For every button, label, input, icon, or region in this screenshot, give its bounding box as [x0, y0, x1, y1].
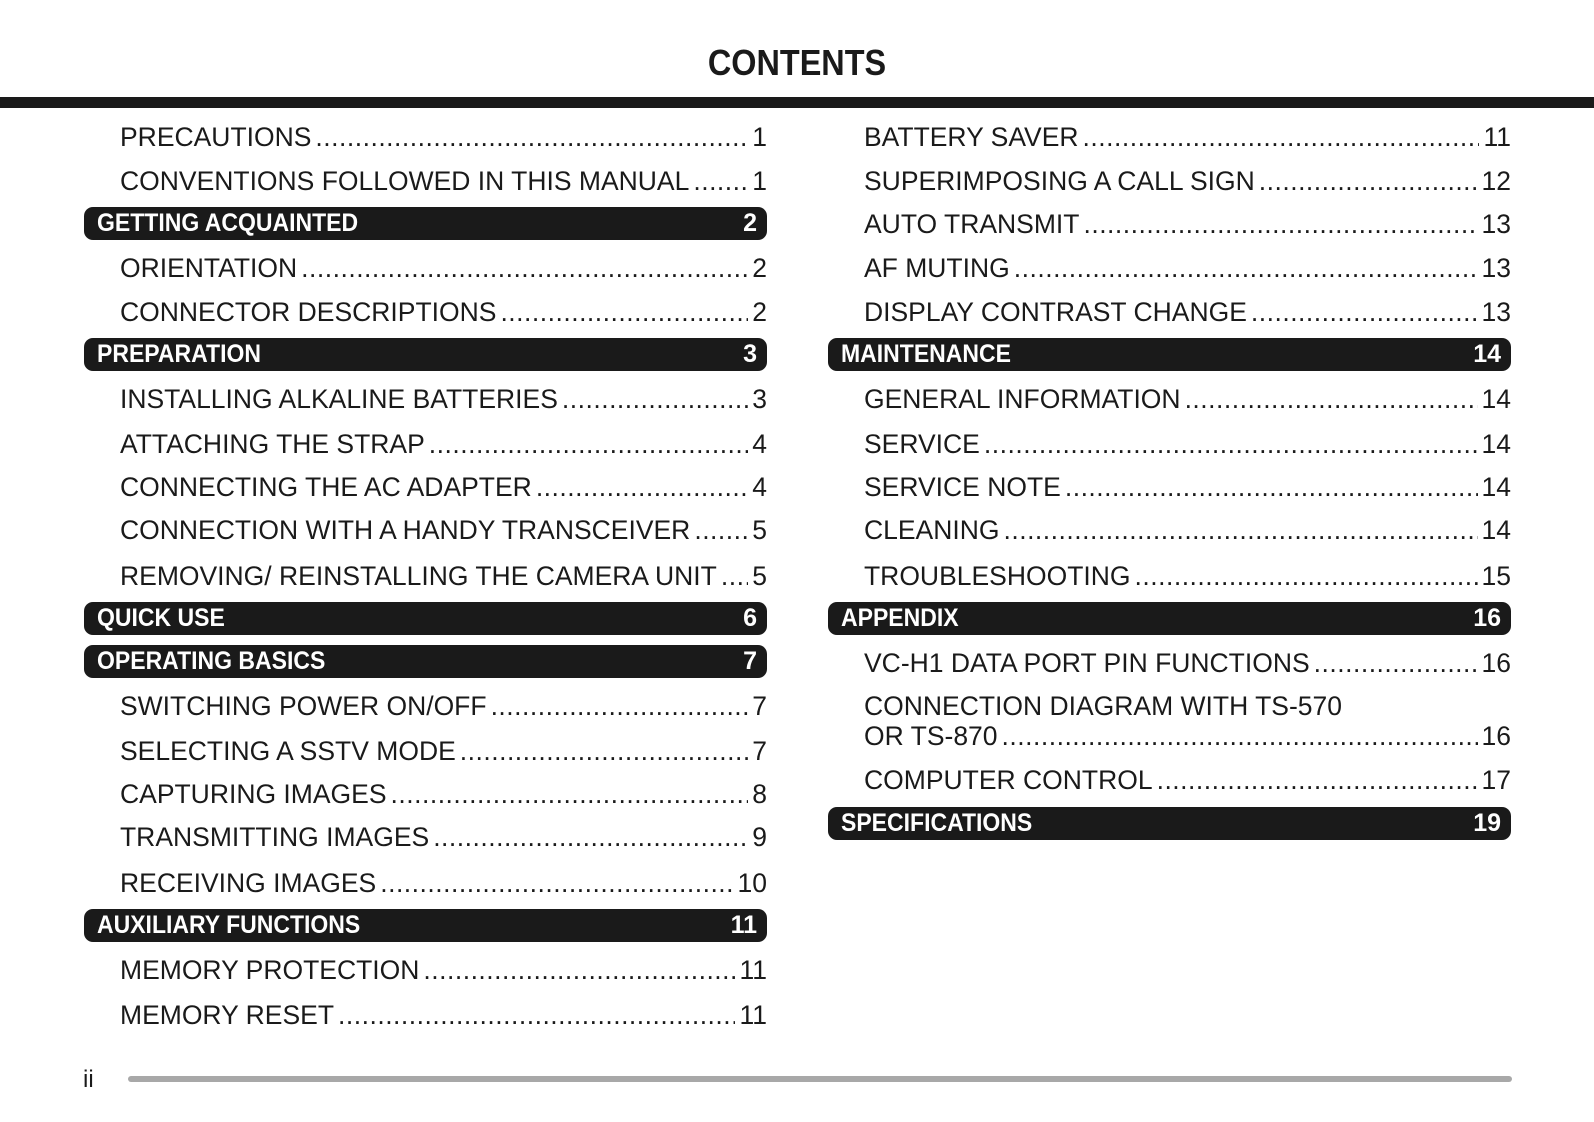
toc-entry-label: SWITCHING POWER ON/OFF: [120, 691, 487, 721]
toc-entry-label: SUPERIMPOSING A CALL SIGN: [864, 166, 1255, 196]
toc-entry[interactable]: [120, 868, 767, 898]
toc-entry-page: 12: [1481, 166, 1511, 196]
toc-dot-leader: [391, 779, 749, 809]
toc-section-label: OPERATING BASICS: [97, 647, 326, 675]
toc-entry[interactable]: [864, 429, 1511, 459]
toc-entry-page: 3: [752, 384, 767, 414]
toc-entry[interactable]: [864, 515, 1511, 545]
toc-entry[interactable]: [120, 691, 767, 721]
toc-dot-leader: [984, 429, 1478, 459]
toc-entry-page: 14: [1481, 429, 1511, 459]
toc-dot-leader: [433, 822, 748, 852]
toc-dot-leader: [562, 384, 748, 414]
toc-dot-leader: [1157, 765, 1478, 795]
toc-entry[interactable]: [120, 822, 767, 852]
toc-entry-label: CONVENTIONS FOLLOWED IN THIS MANUAL: [120, 166, 690, 196]
toc-entry-label: DISPLAY CONTRAST CHANGE: [864, 297, 1247, 327]
toc-section-label: AUXILIARY FUNCTIONS: [97, 911, 361, 939]
toc-entry-label: RECEIVING IMAGES: [120, 868, 377, 898]
toc-entry[interactable]: [120, 253, 767, 283]
toc-entry-page: 10: [737, 868, 767, 898]
toc-entry[interactable]: [864, 166, 1511, 196]
toc-section-label: QUICK USE: [97, 604, 225, 632]
toc-section-label: GETTING ACQUAINTED: [97, 209, 359, 237]
toc-dot-leader: [500, 297, 748, 327]
toc-entry-label: TRANSMITTING IMAGES: [120, 822, 430, 852]
toc-entry-page: 4: [752, 429, 767, 459]
toc-entry-page: 7: [752, 736, 767, 766]
toc-entry-label: CAPTURING IMAGES: [120, 779, 387, 809]
toc-entry[interactable]: [864, 122, 1511, 152]
toc-dot-leader: [429, 429, 748, 459]
toc-entry-label: AF MUTING: [864, 253, 1010, 283]
toc-dot-leader: [1002, 721, 1478, 751]
toc-entry[interactable]: [120, 515, 767, 545]
toc-entry-label: MEMORY RESET: [120, 1000, 335, 1030]
toc-section-header[interactable]: [84, 909, 767, 942]
toc-entry[interactable]: [864, 472, 1511, 502]
toc-dot-leader: [423, 955, 735, 985]
toc-section-header[interactable]: [828, 602, 1511, 635]
toc-section-header[interactable]: [84, 338, 767, 371]
toc-entry-page: 13: [1481, 209, 1511, 239]
toc-section-header[interactable]: [84, 645, 767, 678]
toc-entry-label: CONNECTION DIAGRAM WITH TS-570: [864, 691, 1343, 721]
toc-entry[interactable]: [864, 384, 1511, 414]
toc-entry[interactable]: [120, 472, 767, 502]
toc-entry-label: SERVICE NOTE: [864, 472, 1061, 502]
toc-entry[interactable]: [120, 166, 767, 196]
toc-section-page: 11: [730, 911, 757, 939]
toc-section-header[interactable]: [84, 207, 767, 240]
toc-entry-label: VC-H1 DATA PORT PIN FUNCTIONS: [864, 648, 1310, 678]
toc-dot-leader: [380, 868, 733, 898]
toc-entry[interactable]: [864, 648, 1511, 678]
toc-entry[interactable]: [864, 209, 1511, 239]
toc-entry-label: TROUBLESHOOTING: [864, 561, 1131, 591]
toc-entry[interactable]: [864, 297, 1511, 327]
toc-entry-page: 2: [752, 297, 767, 327]
footer-rule: [128, 1076, 1512, 1082]
toc-dot-leader: [1135, 561, 1478, 591]
toc-entry-page: 11: [1483, 122, 1511, 152]
toc-entry[interactable]: [864, 765, 1511, 795]
toc-entry[interactable]: [864, 561, 1511, 591]
toc-entry-label: SELECTING A SSTV MODE: [120, 736, 456, 766]
toc-section-page: 3: [743, 340, 757, 368]
toc-entry-label: INSTALLING ALKALINE BATTERIES: [120, 384, 558, 414]
toc-dot-leader: [536, 472, 748, 502]
toc-entry-page: 2: [752, 253, 767, 283]
toc-entry-label: AUTO TRANSMIT: [864, 209, 1080, 239]
toc-dot-leader: [1083, 209, 1477, 239]
toc-entry-page: 7: [752, 691, 767, 721]
toc-dot-leader: [315, 122, 748, 152]
toc-dot-leader: [491, 691, 749, 721]
toc-entry-label: GENERAL INFORMATION: [864, 384, 1181, 414]
toc-entry-label: MEMORY PROTECTION: [120, 955, 420, 985]
toc-dot-leader: [1014, 253, 1478, 283]
toc-entry[interactable]: [120, 955, 767, 985]
toc-section-label: PREPARATION: [97, 340, 261, 368]
toc-entry-label: SERVICE: [864, 429, 980, 459]
toc-section-label: MAINTENANCE: [841, 340, 1011, 368]
toc-entry-page: 16: [1481, 648, 1511, 678]
toc-dot-leader: [1185, 384, 1478, 414]
toc-entry[interactable]: [120, 1000, 767, 1030]
toc-entry[interactable]: [120, 297, 767, 327]
toc-section-page: 7: [743, 647, 757, 675]
toc-entry-page: 13: [1481, 297, 1511, 327]
toc-section-header[interactable]: [828, 807, 1511, 840]
toc-entry-label: PRECAUTIONS: [120, 122, 312, 152]
toc-section-page: 14: [1473, 340, 1501, 368]
toc-entry-page: 5: [752, 561, 767, 591]
toc-entry-page: 13: [1481, 253, 1511, 283]
toc-section-page: 6: [743, 604, 757, 632]
toc-entry-label: ATTACHING THE STRAP: [120, 429, 425, 459]
toc-dot-leader: [1065, 472, 1478, 502]
toc-dot-leader: [693, 166, 748, 196]
toc-dot-leader: [721, 561, 748, 591]
toc-entry-label: REMOVING/ REINSTALLING THE CAMERA UNIT: [120, 561, 717, 591]
page-number: ii: [83, 1066, 94, 1093]
toc-entry[interactable]: [864, 691, 1511, 751]
toc-entry-label-continued: OR TS-870: [864, 721, 998, 751]
toc-entry-page: 11: [739, 1000, 767, 1030]
toc-entry-page: 8: [752, 779, 767, 809]
toc-entry-label: CONNECTION WITH A HANDY TRANSCEIVER: [120, 515, 691, 545]
toc-entry[interactable]: [864, 253, 1511, 283]
toc-entry-page: 14: [1481, 472, 1511, 502]
toc-dot-leader: [1083, 122, 1480, 152]
toc-entry-page: 1: [752, 122, 767, 152]
toc-entry[interactable]: [120, 561, 767, 591]
toc-dot-leader: [301, 253, 748, 283]
toc-entry[interactable]: [120, 429, 767, 459]
toc-entry-page: 14: [1481, 515, 1511, 545]
toc-entry-page: 4: [752, 472, 767, 502]
title-rule: [0, 97, 1594, 108]
toc-dot-leader: [1259, 166, 1478, 196]
toc-entry-label: ORIENTATION: [120, 253, 298, 283]
toc-dot-leader: [338, 1000, 735, 1030]
toc-entry-label: COMPUTER CONTROL: [864, 765, 1153, 795]
toc-entry-page: 16: [1481, 721, 1511, 751]
toc-section-header[interactable]: [828, 338, 1511, 371]
toc-dot-leader: [1003, 515, 1477, 545]
toc-entry-label: CONNECTING THE AC ADAPTER: [120, 472, 532, 502]
toc-entry-page: 11: [739, 955, 767, 985]
toc-entry-label: BATTERY SAVER: [864, 122, 1079, 152]
toc-entry[interactable]: [120, 736, 767, 766]
toc-dot-leader: [1251, 297, 1478, 327]
toc-entry[interactable]: [120, 779, 767, 809]
toc-entry[interactable]: [120, 122, 767, 152]
toc-section-header[interactable]: [84, 602, 767, 635]
toc-entry-label: CLEANING: [864, 515, 1000, 545]
toc-entry-page: 14: [1481, 384, 1511, 414]
toc-section-label: SPECIFICATIONS: [841, 809, 1033, 837]
toc-entry[interactable]: [120, 384, 767, 414]
toc-entry-page: 5: [752, 515, 767, 545]
toc-entry-page: 15: [1481, 561, 1511, 591]
toc-entry-page: 9: [752, 822, 767, 852]
toc-entry-label: CONNECTOR DESCRIPTIONS: [120, 297, 497, 327]
toc-dot-leader: [460, 736, 748, 766]
toc-dot-leader: [694, 515, 748, 545]
toc-section-page: 19: [1473, 809, 1501, 837]
toc-entry-page: 17: [1481, 765, 1511, 795]
page-title: CONTENTS: [707, 42, 887, 83]
toc-section-page: 2: [743, 209, 757, 237]
toc-dot-leader: [1314, 648, 1478, 678]
toc-section-page: 16: [1473, 604, 1501, 632]
toc-entry-page: 1: [752, 166, 767, 196]
toc-section-label: APPENDIX: [841, 604, 959, 632]
